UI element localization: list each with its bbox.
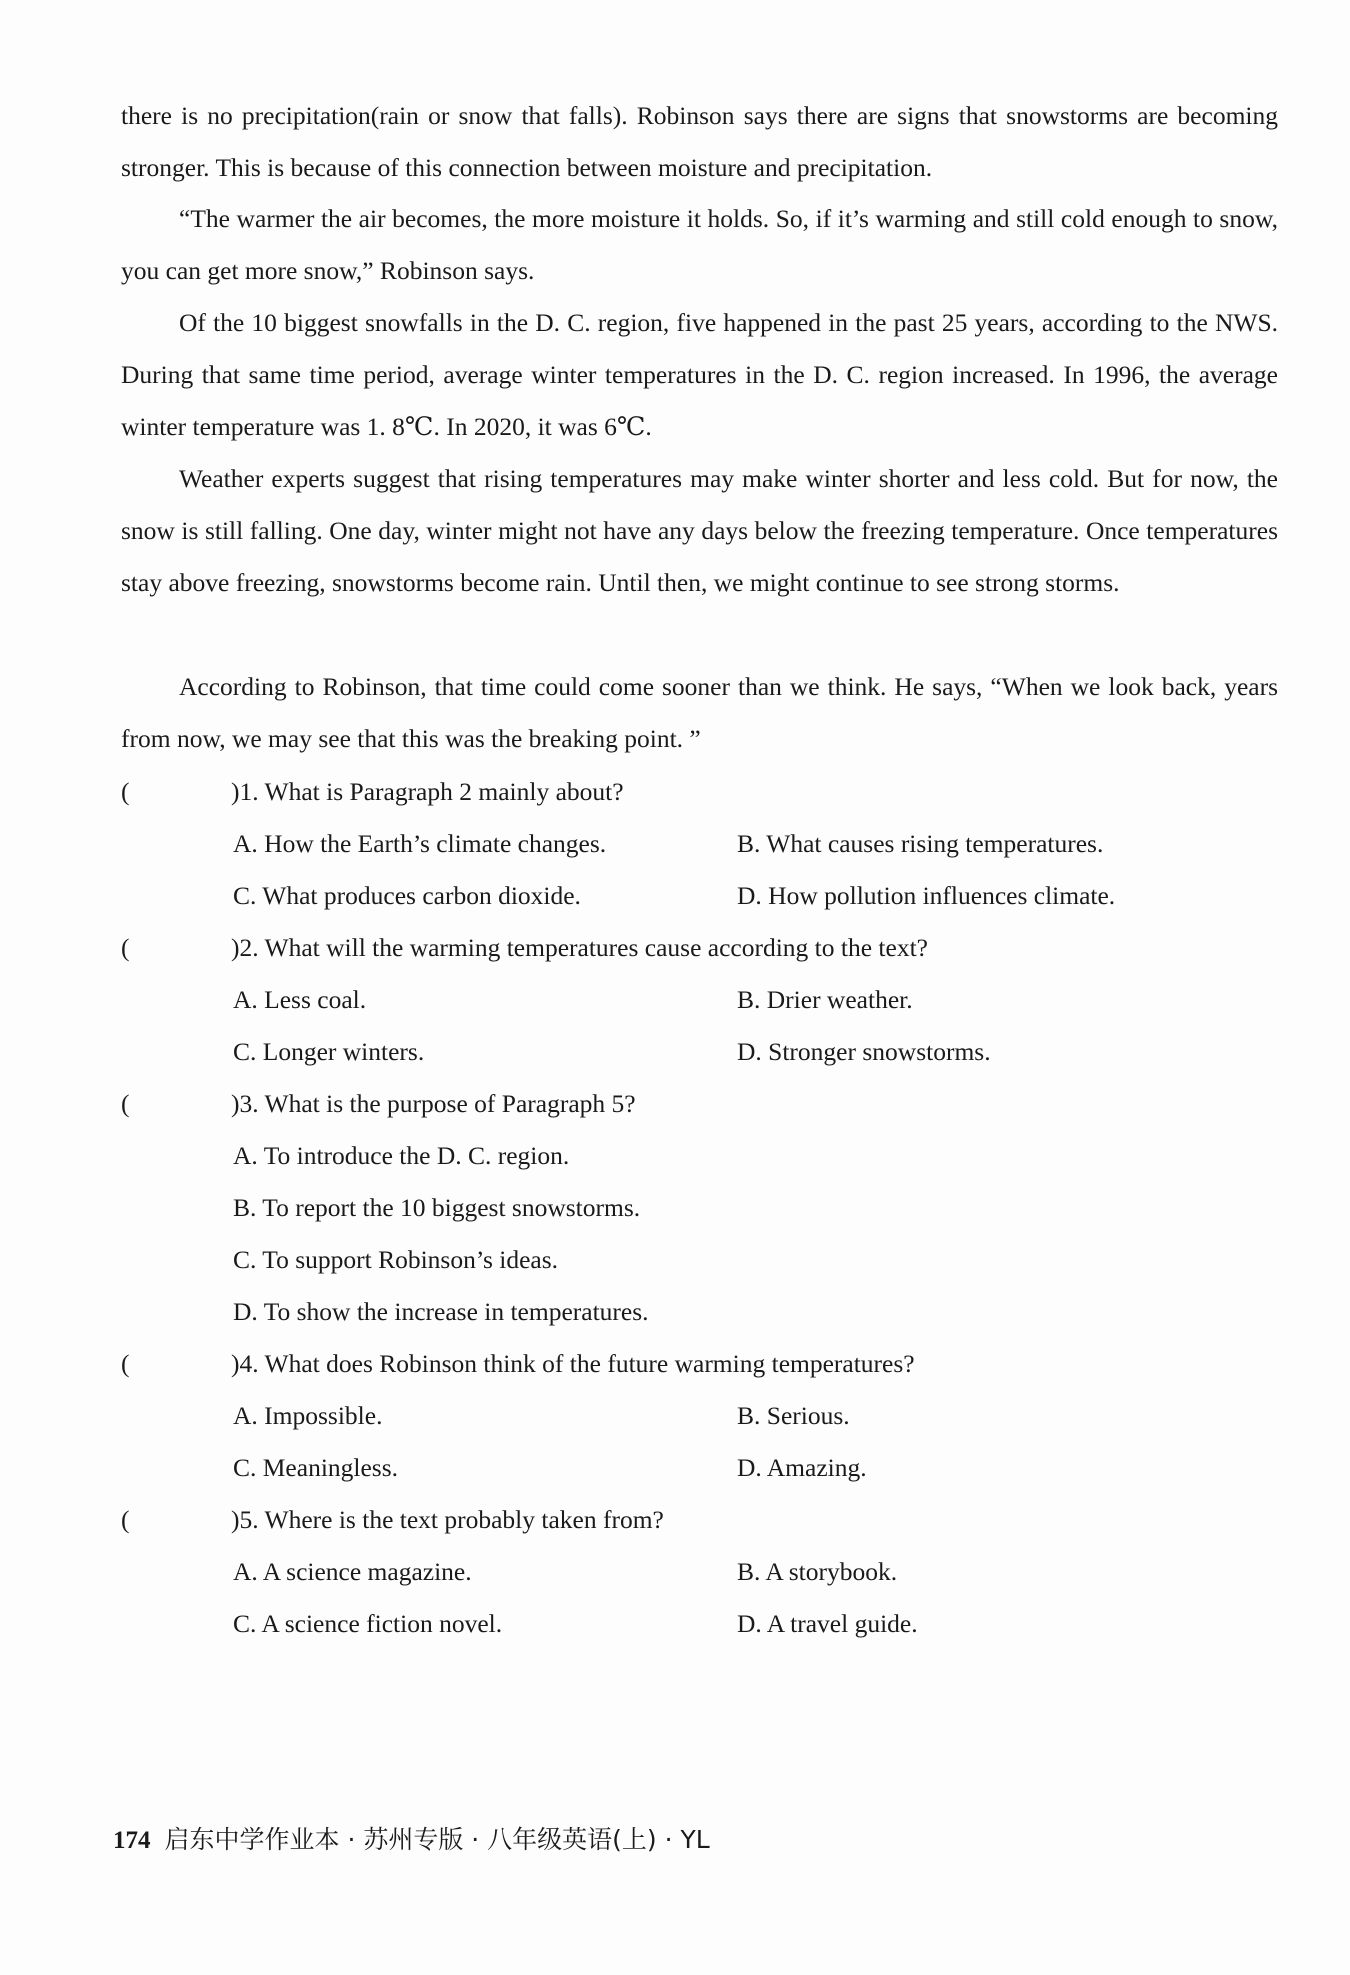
- passage-paragraph: According to Robinson, that time could come sooner than we think. He says, “When we look back, years from now, we may see that this was the breaking point. ”: [121, 672, 1278, 753]
- answer-bracket[interactable]: (: [121, 1349, 130, 1378]
- option-d: D. How pollution influences climate.: [737, 881, 1116, 910]
- answer-bracket[interactable]: (: [121, 933, 130, 962]
- option-c: C. A science fiction novel.: [233, 1609, 503, 1638]
- option-b: B. A storybook.: [737, 1557, 898, 1586]
- question-stem: )2. What will the warming temperatures cause according to the text?: [231, 933, 928, 962]
- option-a: A. How the Earth’s climate changes.: [233, 829, 607, 858]
- option-c: C. Longer winters.: [233, 1037, 425, 1066]
- option-d: D. A travel guide.: [737, 1609, 918, 1638]
- option-b: B. To report the 10 biggest snowstorms.: [233, 1193, 641, 1222]
- answer-bracket[interactable]: (: [121, 1089, 130, 1118]
- question-stem: )4. What does Robinson think of the future warming temperatures?: [231, 1349, 915, 1378]
- question-2: [121, 922, 1278, 974]
- option-c: C. To support Robinson’s ideas.: [233, 1245, 559, 1274]
- answer-bracket[interactable]: (: [121, 1505, 130, 1534]
- book-title: 启东中学作业本 · 苏州专版 · 八年级英语(上) · YL: [164, 1825, 710, 1854]
- question-5: [121, 1494, 1278, 1546]
- option-b: B. Drier weather.: [737, 985, 913, 1014]
- option-b: B. What causes rising temperatures.: [737, 829, 1104, 858]
- option-c: C. Meaningless.: [233, 1453, 399, 1482]
- option-b: B. Serious.: [737, 1401, 850, 1430]
- option-a: A. Impossible.: [233, 1401, 383, 1430]
- option-d: D. Stronger snowstorms.: [737, 1037, 991, 1066]
- question-3: [121, 1078, 1278, 1130]
- page-footer: [113, 1822, 710, 1859]
- question-stem: )1. What is Paragraph 2 mainly about?: [231, 777, 624, 806]
- option-d: D. Amazing.: [737, 1453, 867, 1482]
- passage-paragraph: “The warmer the air becomes, the more moisture it holds. So, if it’s warming and still cold enough to snow, you can get more snow,” Robinson says.: [121, 204, 1278, 285]
- passage-paragraph: Weather experts suggest that rising temperatures may make winter shorter and less cold. But for now, the snow is still falling. One day, winter might not have any days below the freezing temperature. Once temperatures stay above freezing, snowstorms become rain. Until then, we might continue to see strong storms.: [121, 464, 1278, 597]
- answer-bracket[interactable]: (: [121, 777, 130, 806]
- option-d: D. To show the increase in temperatures.: [233, 1297, 649, 1326]
- question-stem: )5. Where is the text probably taken from?: [231, 1505, 664, 1534]
- option-a: A. A science magazine.: [233, 1557, 472, 1586]
- question-4: [121, 1338, 1278, 1390]
- option-c: C. What produces carbon dioxide.: [233, 881, 581, 910]
- page-number: 174: [113, 1827, 151, 1854]
- question-stem: )3. What is the purpose of Paragraph 5?: [231, 1089, 636, 1118]
- passage-paragraph: there is no precipitation(rain or snow that falls). Robinson says there are signs that snowstorms are becoming stronger. This is because of this connection between moisture and precipitation.: [121, 101, 1278, 182]
- option-a: A. To introduce the D. C. region.: [233, 1141, 570, 1170]
- passage-paragraph: Of the 10 biggest snowfalls in the D. C. region, five happened in the past 25 years, according to the NWS. During that same time period, average winter temperatures in the D. C. region increased. In 1996, the average winter temperature was 1. 8℃. In 2020, it was 6℃.: [121, 308, 1278, 441]
- option-a: A. Less coal.: [233, 985, 367, 1014]
- question-1: [121, 766, 1278, 818]
